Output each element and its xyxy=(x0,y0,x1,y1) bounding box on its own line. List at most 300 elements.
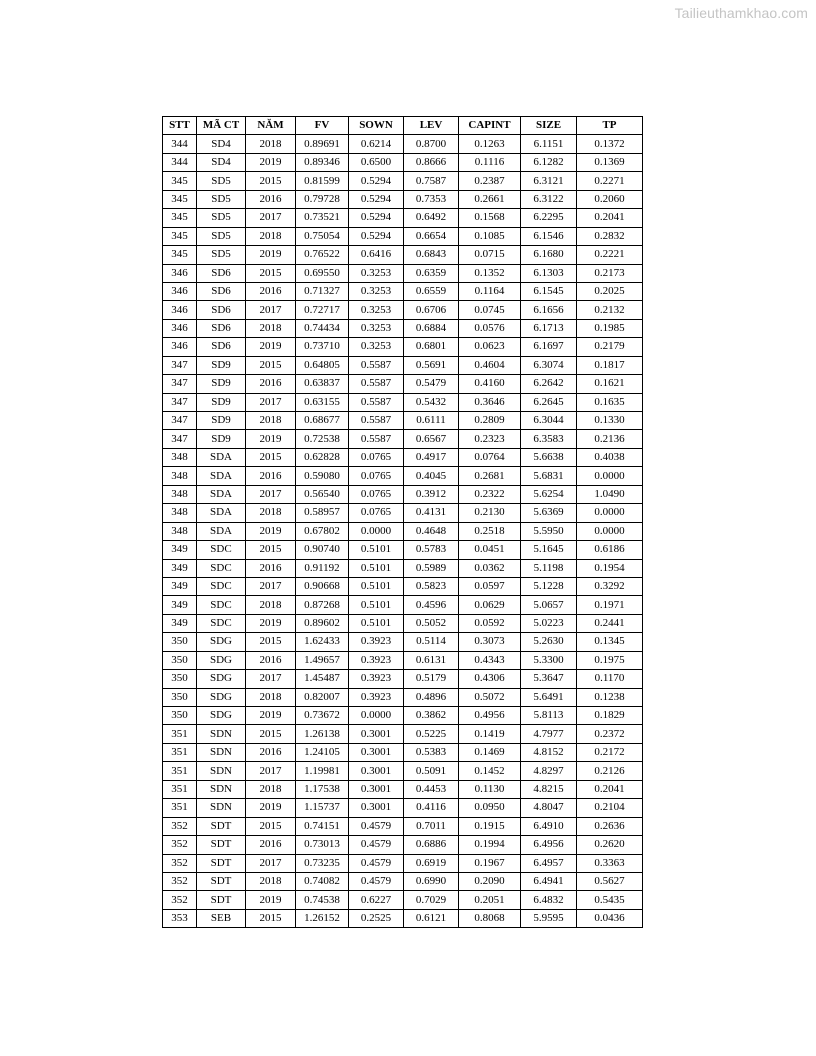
cell-size: 5.3647 xyxy=(521,670,577,688)
cell-stt: 350 xyxy=(163,688,197,706)
cell-stt: 346 xyxy=(163,319,197,337)
table-row xyxy=(163,743,643,761)
table-row xyxy=(163,817,643,835)
cell-size: 6.3583 xyxy=(521,430,577,448)
cell-sown: 0.3253 xyxy=(349,282,404,300)
cell-lev: 0.4917 xyxy=(404,448,459,466)
cell-fv: 0.68677 xyxy=(296,412,349,430)
header-ma-ct: MÃ CT xyxy=(197,117,246,135)
cell-capint: 0.0576 xyxy=(459,319,521,337)
cell-capint: 0.1568 xyxy=(459,209,521,227)
cell-capint: 0.0950 xyxy=(459,799,521,817)
table-row xyxy=(163,854,643,872)
cell-size: 5.6491 xyxy=(521,688,577,706)
cell-sown: 0.3253 xyxy=(349,264,404,282)
table-row xyxy=(163,836,643,854)
cell-lev: 0.6990 xyxy=(404,872,459,890)
cell-stt: 348 xyxy=(163,448,197,466)
header-fv: FV xyxy=(296,117,349,135)
cell-tp: 0.1170 xyxy=(577,670,643,688)
cell-stt: 349 xyxy=(163,541,197,559)
cell-fv: 0.58957 xyxy=(296,504,349,522)
cell-capint: 0.1085 xyxy=(459,227,521,245)
cell-ma-ct: SDT xyxy=(197,836,246,854)
header-capint: CAPINT xyxy=(459,117,521,135)
header-size: SIZE xyxy=(521,117,577,135)
cell-tp: 0.2025 xyxy=(577,282,643,300)
cell-ma-ct: SDA xyxy=(197,485,246,503)
cell-size: 6.4832 xyxy=(521,891,577,909)
cell-nam: 2015 xyxy=(246,817,296,835)
cell-ma-ct: SDC xyxy=(197,614,246,632)
cell-ma-ct: SD6 xyxy=(197,319,246,337)
cell-size: 6.2642 xyxy=(521,375,577,393)
cell-nam: 2017 xyxy=(246,485,296,503)
cell-stt: 347 xyxy=(163,375,197,393)
cell-stt: 344 xyxy=(163,135,197,153)
cell-capint: 0.1967 xyxy=(459,854,521,872)
cell-fv: 0.89346 xyxy=(296,153,349,171)
cell-nam: 2017 xyxy=(246,762,296,780)
cell-fv: 0.74538 xyxy=(296,891,349,909)
cell-sown: 0.0765 xyxy=(349,448,404,466)
cell-nam: 2018 xyxy=(246,504,296,522)
cell-capint: 0.0745 xyxy=(459,301,521,319)
cell-nam: 2017 xyxy=(246,301,296,319)
cell-lev: 0.5179 xyxy=(404,670,459,688)
cell-tp: 0.2372 xyxy=(577,725,643,743)
cell-size: 6.3121 xyxy=(521,172,577,190)
cell-ma-ct: SDN xyxy=(197,725,246,743)
cell-nam: 2016 xyxy=(246,375,296,393)
cell-lev: 0.5052 xyxy=(404,614,459,632)
cell-fv: 0.59080 xyxy=(296,467,349,485)
cell-tp: 0.1345 xyxy=(577,633,643,651)
cell-size: 6.4956 xyxy=(521,836,577,854)
cell-ma-ct: SD5 xyxy=(197,246,246,264)
cell-capint: 0.1469 xyxy=(459,743,521,761)
cell-stt: 352 xyxy=(163,854,197,872)
cell-stt: 348 xyxy=(163,504,197,522)
header-lev: LEV xyxy=(404,117,459,135)
cell-tp: 0.2636 xyxy=(577,817,643,835)
cell-tp: 0.1829 xyxy=(577,707,643,725)
table-row xyxy=(163,504,643,522)
cell-nam: 2015 xyxy=(246,264,296,282)
cell-size: 5.6638 xyxy=(521,448,577,466)
cell-stt: 348 xyxy=(163,485,197,503)
cell-lev: 0.6559 xyxy=(404,282,459,300)
cell-ma-ct: SDG xyxy=(197,651,246,669)
cell-capint: 0.2809 xyxy=(459,412,521,430)
cell-nam: 2018 xyxy=(246,688,296,706)
table-row xyxy=(163,909,643,927)
cell-lev: 0.4116 xyxy=(404,799,459,817)
table-row xyxy=(163,596,643,614)
cell-lev: 0.6121 xyxy=(404,909,459,927)
cell-stt: 350 xyxy=(163,651,197,669)
cell-fv: 0.91192 xyxy=(296,559,349,577)
cell-nam: 2017 xyxy=(246,670,296,688)
cell-sown: 0.5587 xyxy=(349,375,404,393)
cell-stt: 346 xyxy=(163,301,197,319)
cell-stt: 347 xyxy=(163,430,197,448)
cell-lev: 0.6131 xyxy=(404,651,459,669)
cell-sown: 0.3001 xyxy=(349,743,404,761)
cell-nam: 2019 xyxy=(246,614,296,632)
cell-sown: 0.6416 xyxy=(349,246,404,264)
cell-lev: 0.5823 xyxy=(404,577,459,595)
cell-lev: 0.6359 xyxy=(404,264,459,282)
table-row xyxy=(163,282,643,300)
cell-tp: 0.0000 xyxy=(577,522,643,540)
cell-sown: 0.0000 xyxy=(349,707,404,725)
cell-sown: 0.5101 xyxy=(349,541,404,559)
cell-capint: 0.2681 xyxy=(459,467,521,485)
cell-ma-ct: SDC xyxy=(197,577,246,595)
cell-nam: 2018 xyxy=(246,780,296,798)
cell-size: 6.1713 xyxy=(521,319,577,337)
cell-size: 5.1228 xyxy=(521,577,577,595)
cell-fv: 0.90740 xyxy=(296,541,349,559)
cell-nam: 2018 xyxy=(246,596,296,614)
cell-lev: 0.5114 xyxy=(404,633,459,651)
cell-ma-ct: SDT xyxy=(197,872,246,890)
cell-lev: 0.6567 xyxy=(404,430,459,448)
cell-nam: 2015 xyxy=(246,356,296,374)
cell-tp: 0.1238 xyxy=(577,688,643,706)
cell-capint: 0.8068 xyxy=(459,909,521,927)
cell-fv: 0.76522 xyxy=(296,246,349,264)
table-body xyxy=(163,135,643,928)
table-row xyxy=(163,375,643,393)
cell-nam: 2018 xyxy=(246,135,296,153)
cell-size: 5.5950 xyxy=(521,522,577,540)
cell-tp: 0.1985 xyxy=(577,319,643,337)
cell-stt: 351 xyxy=(163,725,197,743)
cell-sown: 0.3253 xyxy=(349,338,404,356)
cell-sown: 0.3253 xyxy=(349,301,404,319)
cell-stt: 352 xyxy=(163,891,197,909)
cell-stt: 351 xyxy=(163,780,197,798)
cell-size: 6.1546 xyxy=(521,227,577,245)
cell-stt: 349 xyxy=(163,559,197,577)
cell-sown: 0.4579 xyxy=(349,817,404,835)
cell-tp: 0.2173 xyxy=(577,264,643,282)
cell-fv: 1.15737 xyxy=(296,799,349,817)
cell-tp: 0.2620 xyxy=(577,836,643,854)
cell-tp: 0.3363 xyxy=(577,854,643,872)
cell-size: 6.4941 xyxy=(521,872,577,890)
cell-ma-ct: SDN xyxy=(197,780,246,798)
cell-lev: 0.6919 xyxy=(404,854,459,872)
cell-sown: 0.0000 xyxy=(349,522,404,540)
cell-stt: 352 xyxy=(163,872,197,890)
table-row xyxy=(163,725,643,743)
cell-sown: 0.2525 xyxy=(349,909,404,927)
cell-fv: 0.67802 xyxy=(296,522,349,540)
cell-lev: 0.5091 xyxy=(404,762,459,780)
cell-nam: 2018 xyxy=(246,412,296,430)
cell-stt: 346 xyxy=(163,264,197,282)
cell-ma-ct: SDN xyxy=(197,762,246,780)
cell-lev: 0.5432 xyxy=(404,393,459,411)
cell-ma-ct: SD6 xyxy=(197,338,246,356)
cell-sown: 0.5294 xyxy=(349,227,404,245)
cell-nam: 2018 xyxy=(246,319,296,337)
table-row xyxy=(163,153,643,171)
cell-size: 6.1680 xyxy=(521,246,577,264)
cell-fv: 0.74151 xyxy=(296,817,349,835)
cell-capint: 0.1263 xyxy=(459,135,521,153)
cell-stt: 350 xyxy=(163,633,197,651)
cell-tp: 0.3292 xyxy=(577,577,643,595)
cell-stt: 350 xyxy=(163,670,197,688)
cell-stt: 345 xyxy=(163,227,197,245)
cell-sown: 0.5101 xyxy=(349,596,404,614)
cell-lev: 0.5783 xyxy=(404,541,459,559)
cell-nam: 2016 xyxy=(246,651,296,669)
cell-tp: 1.0490 xyxy=(577,485,643,503)
cell-ma-ct: SD9 xyxy=(197,356,246,374)
cell-nam: 2016 xyxy=(246,743,296,761)
cell-lev: 0.5383 xyxy=(404,743,459,761)
cell-stt: 349 xyxy=(163,596,197,614)
cell-ma-ct: SDT xyxy=(197,891,246,909)
table-row xyxy=(163,541,643,559)
cell-fv: 1.26138 xyxy=(296,725,349,743)
cell-ma-ct: SDC xyxy=(197,541,246,559)
cell-nam: 2019 xyxy=(246,891,296,909)
cell-tp: 0.5435 xyxy=(577,891,643,909)
cell-stt: 348 xyxy=(163,467,197,485)
cell-tp: 0.2136 xyxy=(577,430,643,448)
table-row xyxy=(163,301,643,319)
cell-lev: 0.6843 xyxy=(404,246,459,264)
cell-lev: 0.4045 xyxy=(404,467,459,485)
cell-stt: 345 xyxy=(163,190,197,208)
table-row xyxy=(163,338,643,356)
cell-size: 5.9595 xyxy=(521,909,577,927)
cell-tp: 0.2104 xyxy=(577,799,643,817)
cell-lev: 0.3912 xyxy=(404,485,459,503)
cell-size: 6.1545 xyxy=(521,282,577,300)
cell-size: 6.1656 xyxy=(521,301,577,319)
cell-sown: 0.5101 xyxy=(349,614,404,632)
cell-nam: 2016 xyxy=(246,836,296,854)
cell-ma-ct: SD9 xyxy=(197,393,246,411)
cell-tp: 0.4038 xyxy=(577,448,643,466)
cell-fv: 0.73672 xyxy=(296,707,349,725)
cell-ma-ct: SDN xyxy=(197,799,246,817)
cell-sown: 0.3923 xyxy=(349,688,404,706)
cell-nam: 2015 xyxy=(246,633,296,651)
cell-capint: 0.3646 xyxy=(459,393,521,411)
cell-fv: 0.73710 xyxy=(296,338,349,356)
cell-fv: 1.62433 xyxy=(296,633,349,651)
table-row xyxy=(163,356,643,374)
table-row xyxy=(163,246,643,264)
cell-size: 5.2630 xyxy=(521,633,577,651)
cell-tp: 0.1621 xyxy=(577,375,643,393)
cell-fv: 0.74434 xyxy=(296,319,349,337)
cell-nam: 2019 xyxy=(246,153,296,171)
cell-lev: 0.6884 xyxy=(404,319,459,337)
cell-sown: 0.4579 xyxy=(349,872,404,890)
watermark-text: Tailieuthamkhao.com xyxy=(674,5,808,21)
cell-capint: 0.0362 xyxy=(459,559,521,577)
cell-size: 6.4957 xyxy=(521,854,577,872)
cell-lev: 0.5691 xyxy=(404,356,459,374)
cell-size: 4.8047 xyxy=(521,799,577,817)
table-row xyxy=(163,190,643,208)
cell-fv: 0.73013 xyxy=(296,836,349,854)
cell-lev: 0.4453 xyxy=(404,780,459,798)
cell-fv: 0.89602 xyxy=(296,614,349,632)
cell-size: 6.4910 xyxy=(521,817,577,835)
cell-capint: 0.2051 xyxy=(459,891,521,909)
cell-size: 4.8152 xyxy=(521,743,577,761)
cell-ma-ct: SD5 xyxy=(197,209,246,227)
cell-capint: 0.0623 xyxy=(459,338,521,356)
cell-capint: 0.1116 xyxy=(459,153,521,171)
table-row xyxy=(163,762,643,780)
cell-sown: 0.3001 xyxy=(349,762,404,780)
cell-tp: 0.1971 xyxy=(577,596,643,614)
cell-fv: 0.79728 xyxy=(296,190,349,208)
table-row xyxy=(163,707,643,725)
cell-capint: 0.2323 xyxy=(459,430,521,448)
cell-capint: 0.2130 xyxy=(459,504,521,522)
table-row xyxy=(163,264,643,282)
cell-capint: 0.0592 xyxy=(459,614,521,632)
cell-size: 5.1645 xyxy=(521,541,577,559)
table-row xyxy=(163,688,643,706)
cell-size: 6.1303 xyxy=(521,264,577,282)
cell-ma-ct: SDT xyxy=(197,817,246,835)
table-row xyxy=(163,135,643,153)
header-sown: SOWN xyxy=(349,117,404,135)
cell-fv: 0.72538 xyxy=(296,430,349,448)
cell-nam: 2017 xyxy=(246,854,296,872)
cell-tp: 0.1372 xyxy=(577,135,643,153)
cell-sown: 0.3001 xyxy=(349,780,404,798)
cell-lev: 0.4596 xyxy=(404,596,459,614)
cell-capint: 0.4343 xyxy=(459,651,521,669)
cell-nam: 2016 xyxy=(246,190,296,208)
cell-fv: 0.73235 xyxy=(296,854,349,872)
cell-tp: 0.1369 xyxy=(577,153,643,171)
table-row xyxy=(163,799,643,817)
cell-ma-ct: SD6 xyxy=(197,301,246,319)
cell-ma-ct: SD5 xyxy=(197,227,246,245)
cell-sown: 0.5587 xyxy=(349,356,404,374)
cell-nam: 2019 xyxy=(246,246,296,264)
cell-tp: 0.0436 xyxy=(577,909,643,927)
cell-fv: 0.89691 xyxy=(296,135,349,153)
cell-size: 5.0223 xyxy=(521,614,577,632)
cell-ma-ct: SD5 xyxy=(197,190,246,208)
cell-lev: 0.5989 xyxy=(404,559,459,577)
cell-stt: 350 xyxy=(163,707,197,725)
cell-nam: 2019 xyxy=(246,799,296,817)
table-row xyxy=(163,522,643,540)
cell-lev: 0.8700 xyxy=(404,135,459,153)
cell-capint: 0.1452 xyxy=(459,762,521,780)
cell-sown: 0.5587 xyxy=(349,412,404,430)
cell-fv: 0.56540 xyxy=(296,485,349,503)
cell-nam: 2015 xyxy=(246,909,296,927)
cell-tp: 0.2172 xyxy=(577,743,643,761)
cell-sown: 0.3923 xyxy=(349,633,404,651)
cell-size: 4.7977 xyxy=(521,725,577,743)
cell-tp: 0.2221 xyxy=(577,246,643,264)
table-row xyxy=(163,172,643,190)
cell-nam: 2018 xyxy=(246,872,296,890)
cell-fv: 0.72717 xyxy=(296,301,349,319)
cell-sown: 0.4579 xyxy=(349,836,404,854)
cell-nam: 2015 xyxy=(246,448,296,466)
cell-sown: 0.3001 xyxy=(349,725,404,743)
cell-nam: 2015 xyxy=(246,725,296,743)
cell-lev: 0.7029 xyxy=(404,891,459,909)
cell-capint: 0.0629 xyxy=(459,596,521,614)
cell-lev: 0.6111 xyxy=(404,412,459,430)
cell-ma-ct: SD9 xyxy=(197,430,246,448)
cell-capint: 0.2661 xyxy=(459,190,521,208)
cell-capint: 0.1352 xyxy=(459,264,521,282)
cell-fv: 0.69550 xyxy=(296,264,349,282)
cell-nam: 2015 xyxy=(246,172,296,190)
cell-stt: 345 xyxy=(163,246,197,264)
cell-sown: 0.5294 xyxy=(349,209,404,227)
header-row xyxy=(163,117,643,135)
cell-sown: 0.5294 xyxy=(349,172,404,190)
cell-size: 5.6831 xyxy=(521,467,577,485)
cell-tp: 0.1975 xyxy=(577,651,643,669)
header-stt: STT xyxy=(163,117,197,135)
cell-ma-ct: SDG xyxy=(197,670,246,688)
cell-tp: 0.2832 xyxy=(577,227,643,245)
cell-fv: 0.64805 xyxy=(296,356,349,374)
table-row xyxy=(163,577,643,595)
cell-size: 4.8297 xyxy=(521,762,577,780)
cell-tp: 0.2441 xyxy=(577,614,643,632)
cell-stt: 351 xyxy=(163,743,197,761)
cell-stt: 344 xyxy=(163,153,197,171)
cell-ma-ct: SDC xyxy=(197,596,246,614)
table-row xyxy=(163,891,643,909)
cell-sown: 0.6214 xyxy=(349,135,404,153)
cell-lev: 0.6706 xyxy=(404,301,459,319)
cell-stt: 352 xyxy=(163,836,197,854)
cell-ma-ct: SD4 xyxy=(197,153,246,171)
cell-fv: 0.62828 xyxy=(296,448,349,466)
table-row xyxy=(163,872,643,890)
cell-tp: 0.6186 xyxy=(577,541,643,559)
cell-sown: 0.5101 xyxy=(349,559,404,577)
cell-sown: 0.3001 xyxy=(349,799,404,817)
cell-sown: 0.5101 xyxy=(349,577,404,595)
cell-size: 6.1151 xyxy=(521,135,577,153)
cell-capint: 0.0451 xyxy=(459,541,521,559)
cell-ma-ct: SD4 xyxy=(197,135,246,153)
cell-stt: 349 xyxy=(163,577,197,595)
cell-capint: 0.2387 xyxy=(459,172,521,190)
cell-fv: 0.74082 xyxy=(296,872,349,890)
cell-size: 6.2295 xyxy=(521,209,577,227)
table-row xyxy=(163,651,643,669)
